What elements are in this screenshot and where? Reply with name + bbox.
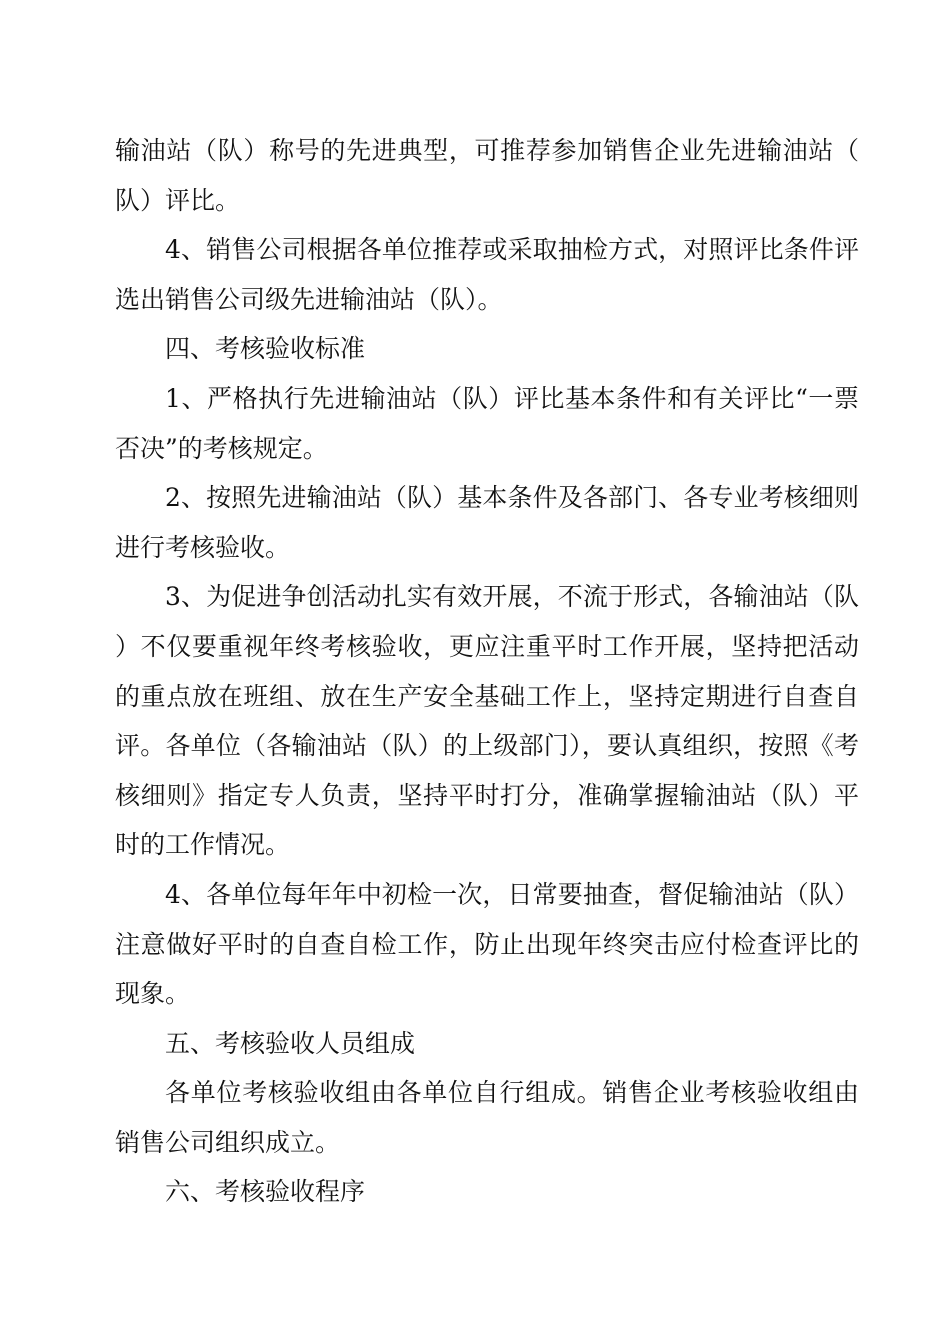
paragraph-standard-4: 4、各单位每年年中初检一次，日常要抽查，督促输油站（队）注意做好平时的自查自检工作，防止出现年终突击应付检查评比的现象。 <box>115 879 859 1009</box>
paragraph-standard-3: 3、为促进争创活动扎实有效开展，不流于形式，各输油站（队）不仅要重视年终考核验收，更应注重平时工作开展，坚持把活动的重点放在班组、放在生产安全基础工作上，坚持定期进行自查自评。各单位（各输油站（队）的上级部门），要认真组织，按照《考核细则》指定专人负责，坚持平时打分，准确掌握输油站（队）平时的工作情况。 <box>115 582 859 860</box>
section-heading-6: 六、考核验收程序 <box>165 1177 366 1207</box>
document-page <box>115 126 859 1217</box>
section-heading-4: 四、考核验收标准 <box>165 334 366 364</box>
paragraph-standard-1: 1、严格执行先进输油站（队）评比基本条件和有关评比“一票否决”的考核规定。 <box>115 383 859 463</box>
paragraph-team-composition: 各单位考核验收组由各单位自行组成。销售企业考核验收组由销售公司组织成立。 <box>115 1078 859 1157</box>
section-heading-5: 五、考核验收人员组成 <box>165 1028 416 1058</box>
paragraph-continuation: 输油站（队）称号的先进典型，可推荐参加销售企业先进输油站（队）评比。 <box>115 136 859 215</box>
paragraph-item-4-selection: 4、销售公司根据各单位推荐或采取抽检方式，对照评比条件评选出销售公司级先进输油站（队）。 <box>115 235 859 314</box>
paragraph-standard-2: 2、按照先进输油站（队）基本条件及各部门、各专业考核细则进行考核验收。 <box>115 483 859 562</box>
